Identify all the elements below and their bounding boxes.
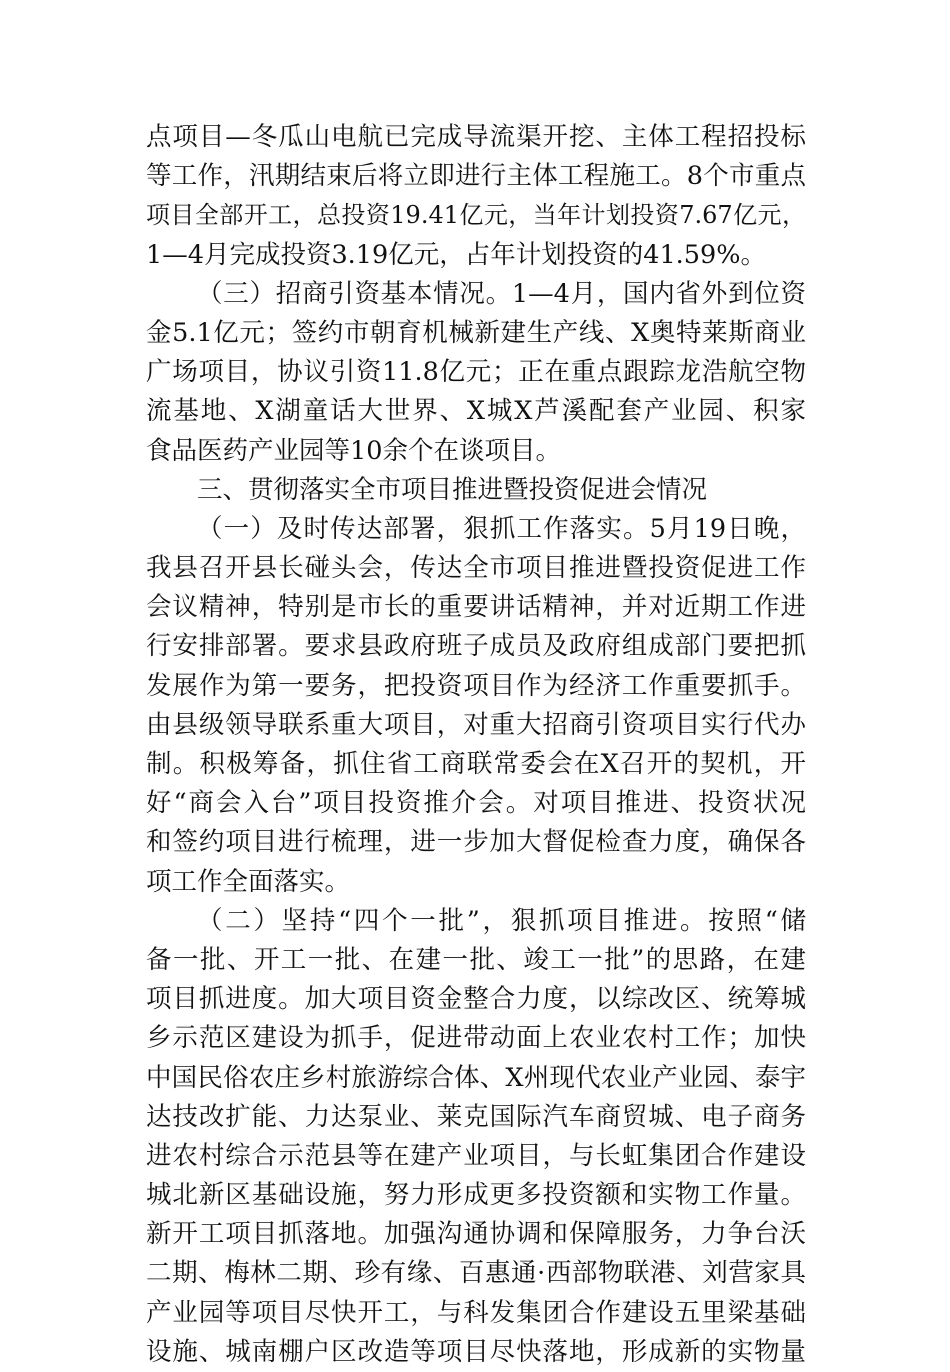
text-line: 由县级领导联系重大项目，对重大招商引资项目实行代办	[146, 709, 806, 740]
paragraph-4	[146, 902, 806, 1372]
text-line: 产业园等项目尽快开工，与科发集团合作建设五里梁基础	[146, 1297, 806, 1328]
paragraph-2	[146, 275, 806, 471]
text-line: 金5.1亿元；签约市朝育机械新建生产线、X奥特莱斯商业	[146, 317, 806, 348]
text-line: 设施、城南棚户区改造等项目尽快落地，形成新的实物量	[146, 1336, 806, 1367]
text-line: 进农村综合示范县等在建产业项目，与长虹集团合作建设	[146, 1140, 806, 1171]
text-line: 制。积极筹备，抓住省工商联常委会在X召开的契机，开	[146, 749, 806, 779]
text-line: （三）招商引资基本情况。1—4月，国内省外到位资	[197, 278, 806, 309]
document-page	[146, 118, 806, 1372]
text-line: 备一批、开工一批、在建一批、竣工一批”的思路，在建	[146, 944, 806, 975]
text-line: 流基地、X湖童话大世界、X城X芦溪配套产业园、积家	[146, 396, 806, 427]
text-line: 广场项目，协议引资11.8亿元；正在重点跟踪龙浩航空物	[146, 357, 806, 388]
section-heading-text: 三、贯彻落实全市项目推进暨投资促进会情况	[197, 474, 708, 505]
text-line: 1—4月完成投资3.19亿元，占年计划投资的41.59%。	[146, 239, 766, 270]
text-line: 达技改扩能、力达泵业、莱克国际汽车商贸城、电子商务	[146, 1101, 806, 1132]
text-line: 乡示范区建设为抓手，促进带动面上农业农村工作；加快	[146, 1023, 806, 1054]
text-line: 等工作，汛期结束后将立即进行主体工程施工。8个市重点	[146, 161, 806, 192]
text-line: 项目抓进度。加大项目资金整合力度，以综改区、统筹城	[146, 984, 806, 1015]
section-heading	[146, 471, 806, 510]
text-line: 好“商会入台”项目投资推介会。对项目推进、投资状况	[146, 788, 806, 819]
text-line: 会议精神，特别是市长的重要讲话精神，并对近期工作进	[146, 592, 806, 623]
text-line: 食品医药产业园等10余个在谈项目。	[146, 435, 561, 466]
text-line: 二期、梅林二期、珍有缘、百惠通·西部物联港、刘营家具	[146, 1258, 806, 1289]
paragraph-3	[146, 510, 806, 902]
text-line: 点项目—冬瓜山电航已完成导流渠开挖、主体工程招投标	[146, 122, 806, 152]
text-line: 我县召开县长碰头会，传达全市项目推进暨投资促进工作	[146, 553, 806, 584]
text-line: （一）及时传达部署，狠抓工作落实。5月19日晚，	[197, 513, 806, 544]
text-line: 城北新区基础设施，努力形成更多投资额和实物工作量。	[146, 1180, 806, 1211]
text-line: 和签约项目进行梳理，进一步加大督促检查力度，确保各	[146, 827, 806, 858]
text-line: （二）坚持“四个一批”，狠抓项目推进。按照“储	[197, 905, 806, 936]
text-line: 行安排部署。要求县政府班子成员及政府组成部门要把抓	[146, 631, 806, 662]
text-line: 新开工项目抓落地。加强沟通协调和保障服务，力争台沃	[146, 1219, 806, 1250]
text-line: 发展作为第一要务，把投资项目作为经济工作重要抓手。	[146, 670, 806, 701]
text-line: 中国民俗农庄乡村旅游综合体、X州现代农业产业园、泰宇	[146, 1062, 806, 1093]
text-line: 项工作全面落实。	[146, 866, 351, 897]
text-line: 项目全部开工，总投资19.41亿元，当年计划投资7.67亿元，	[146, 201, 806, 230]
paragraph-1	[146, 118, 806, 275]
